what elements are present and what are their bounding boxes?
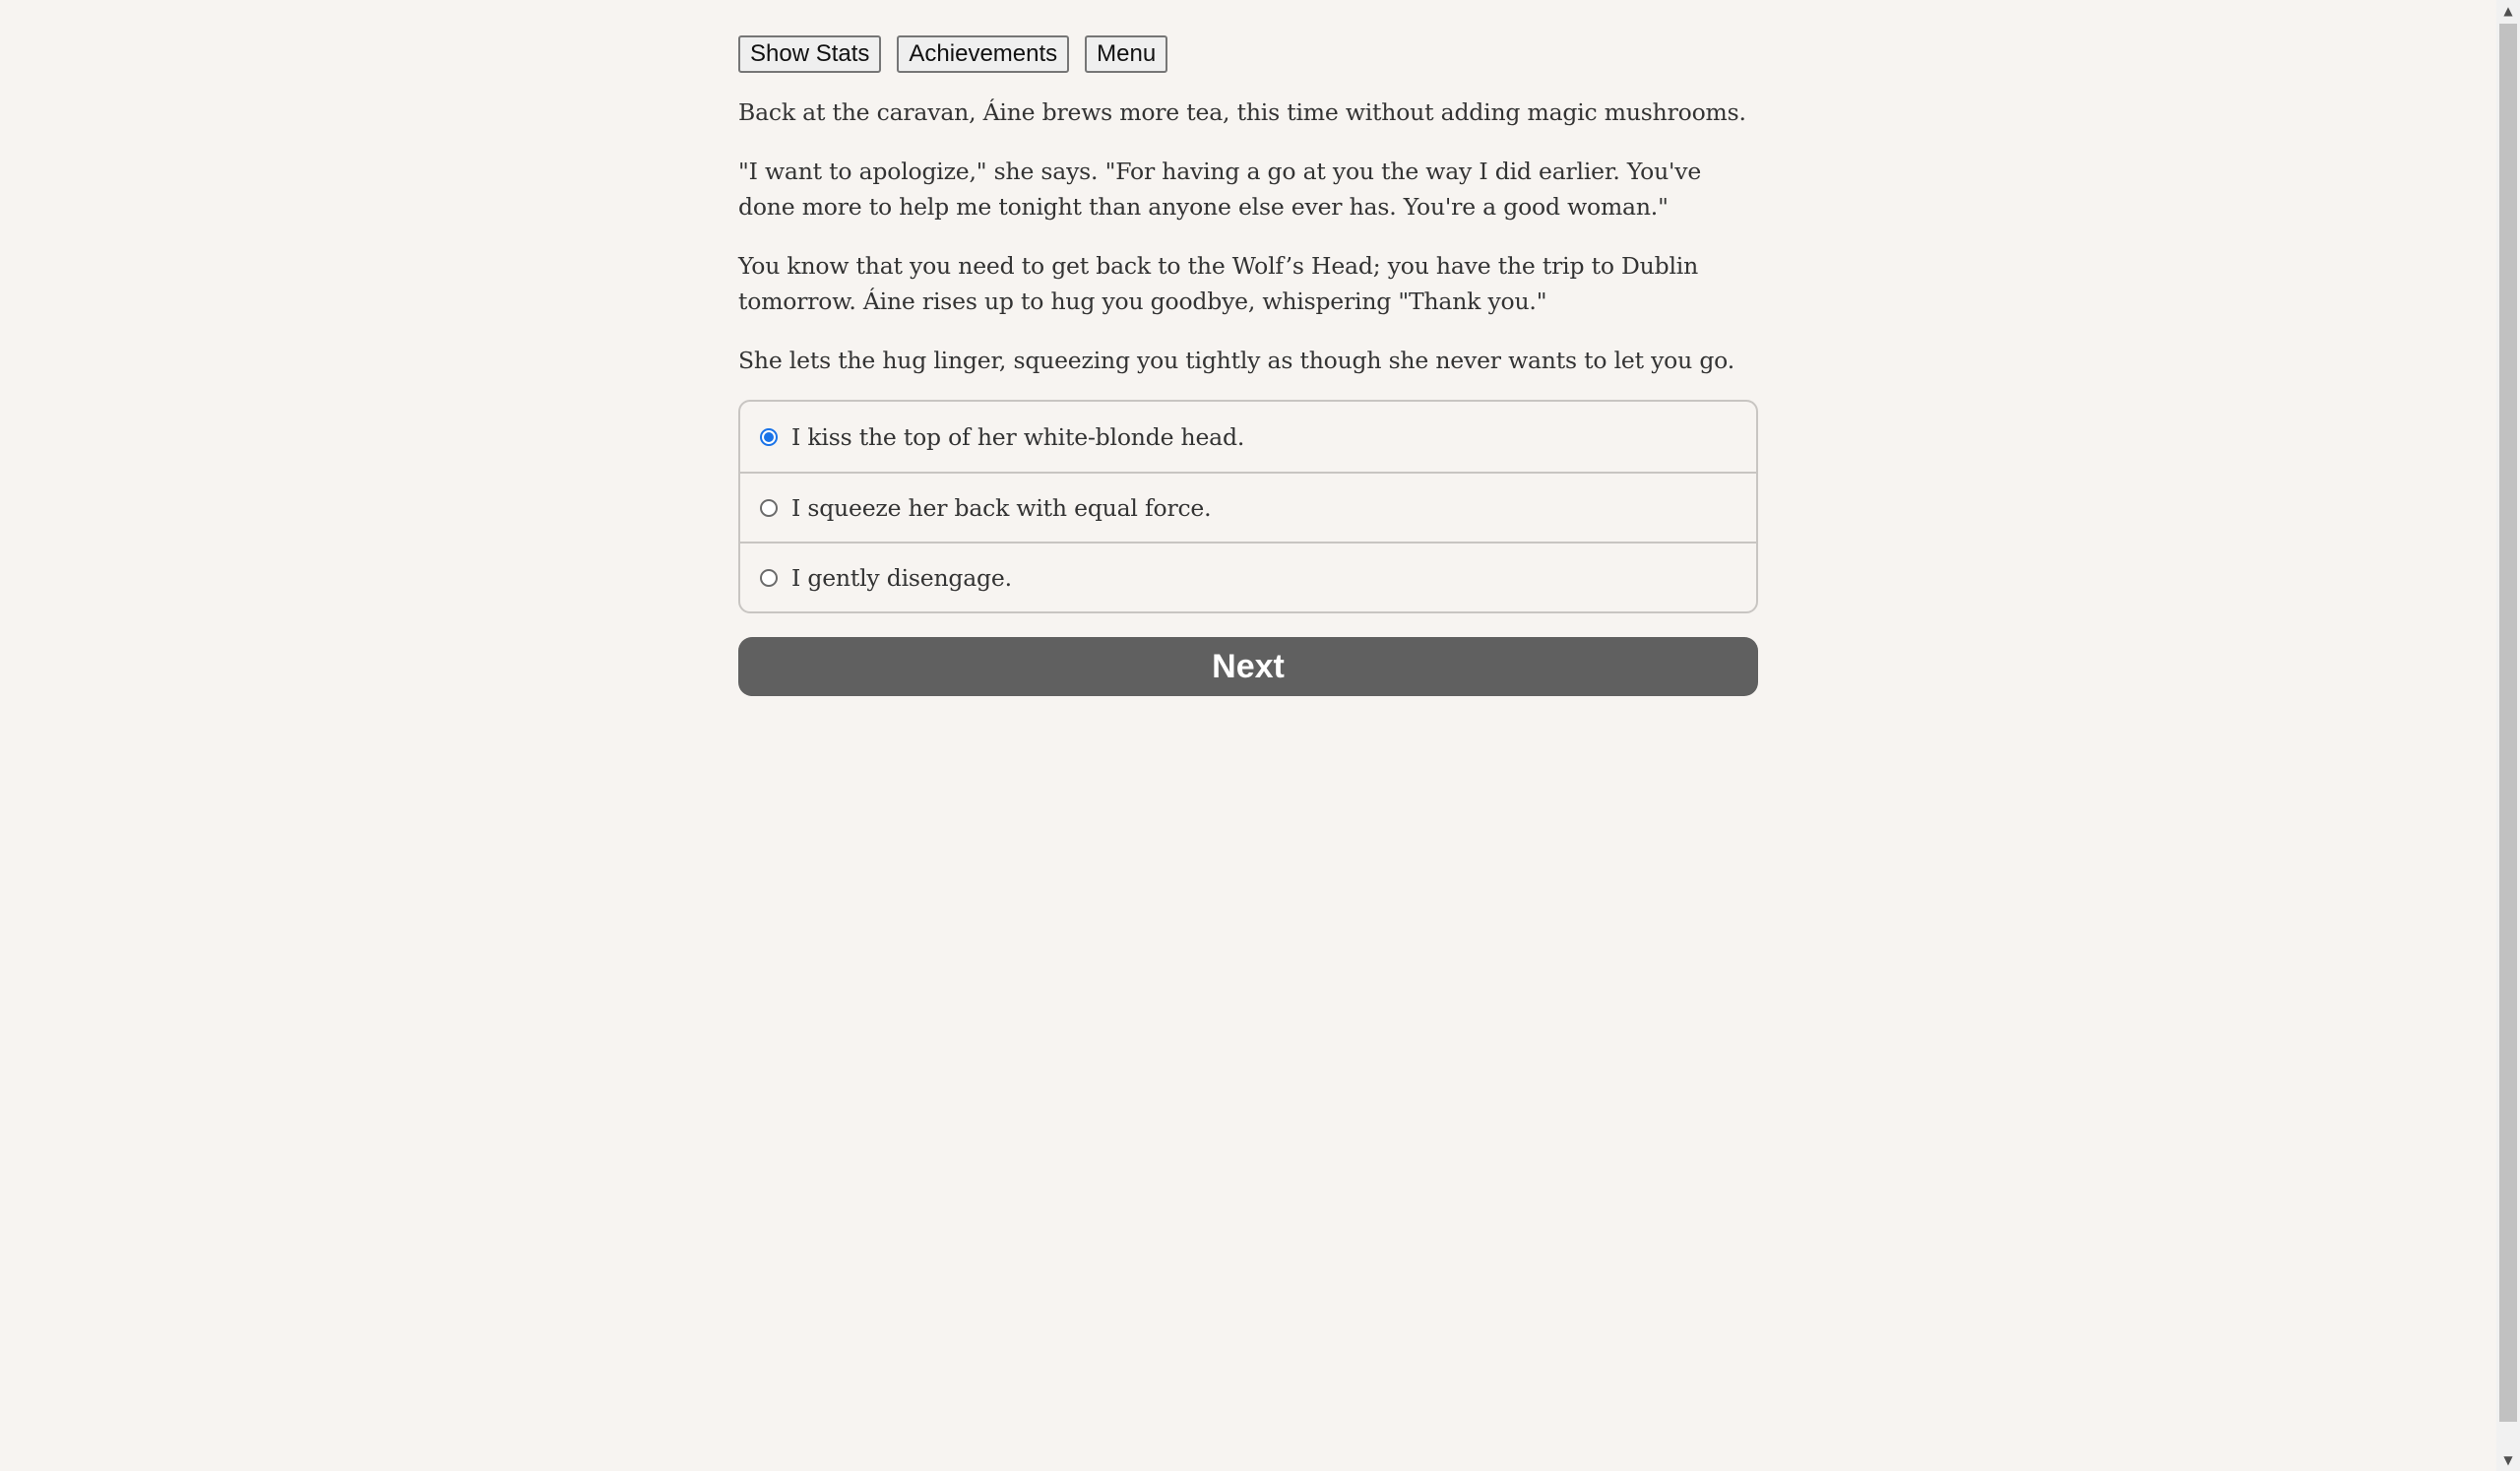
choice-option-disengage[interactable] xyxy=(740,542,1756,611)
choice-list xyxy=(738,400,1758,613)
radio-button[interactable] xyxy=(760,499,778,517)
achievements-button[interactable]: Achievements xyxy=(897,35,1069,73)
game-container xyxy=(738,35,1758,696)
story-paragraph: Back at the caravan, Áine brews more tea, this time without adding magic mushrooms. xyxy=(738,98,1746,126)
story-text xyxy=(738,95,1758,378)
show-stats-button[interactable]: Show Stats xyxy=(738,35,881,73)
story-paragraph: She lets the hug linger, squeezing you tightly as though she never wants to let you go. xyxy=(738,347,1734,374)
scrollbar-thumb[interactable] xyxy=(2499,24,2517,1422)
vertical-scrollbar[interactable] xyxy=(2496,0,2520,1471)
choice-option-kiss[interactable] xyxy=(740,402,1756,472)
radio-button-selected[interactable] xyxy=(760,428,778,446)
radio-button[interactable] xyxy=(760,569,778,587)
menu-button[interactable]: Menu xyxy=(1085,35,1167,73)
story-paragraph: You know that you need to get back to the Wolf’s Head; you have the trip to Dublin tomorrow. Áine rises up to hug you goodbye, whispering "Thank you." xyxy=(738,252,1699,315)
choice-label: I gently disengage. xyxy=(791,563,1012,592)
next-button[interactable]: Next xyxy=(738,637,1758,696)
choice-label: I kiss the top of her white-blonde head. xyxy=(791,422,1245,451)
toolbar xyxy=(738,35,1758,73)
scroll-down-arrow-icon[interactable]: ▼ xyxy=(2503,1453,2513,1467)
choice-option-squeeze[interactable] xyxy=(740,472,1756,542)
choice-label: I squeeze her back with equal force. xyxy=(791,493,1212,522)
story-paragraph: "I want to apologize," she says. "For having a go at you the way I did earlier. You've done more to help me tonight than anyone else ever has. You're a good woman." xyxy=(738,158,1702,221)
scroll-up-arrow-icon[interactable]: ▲ xyxy=(2503,4,2513,18)
